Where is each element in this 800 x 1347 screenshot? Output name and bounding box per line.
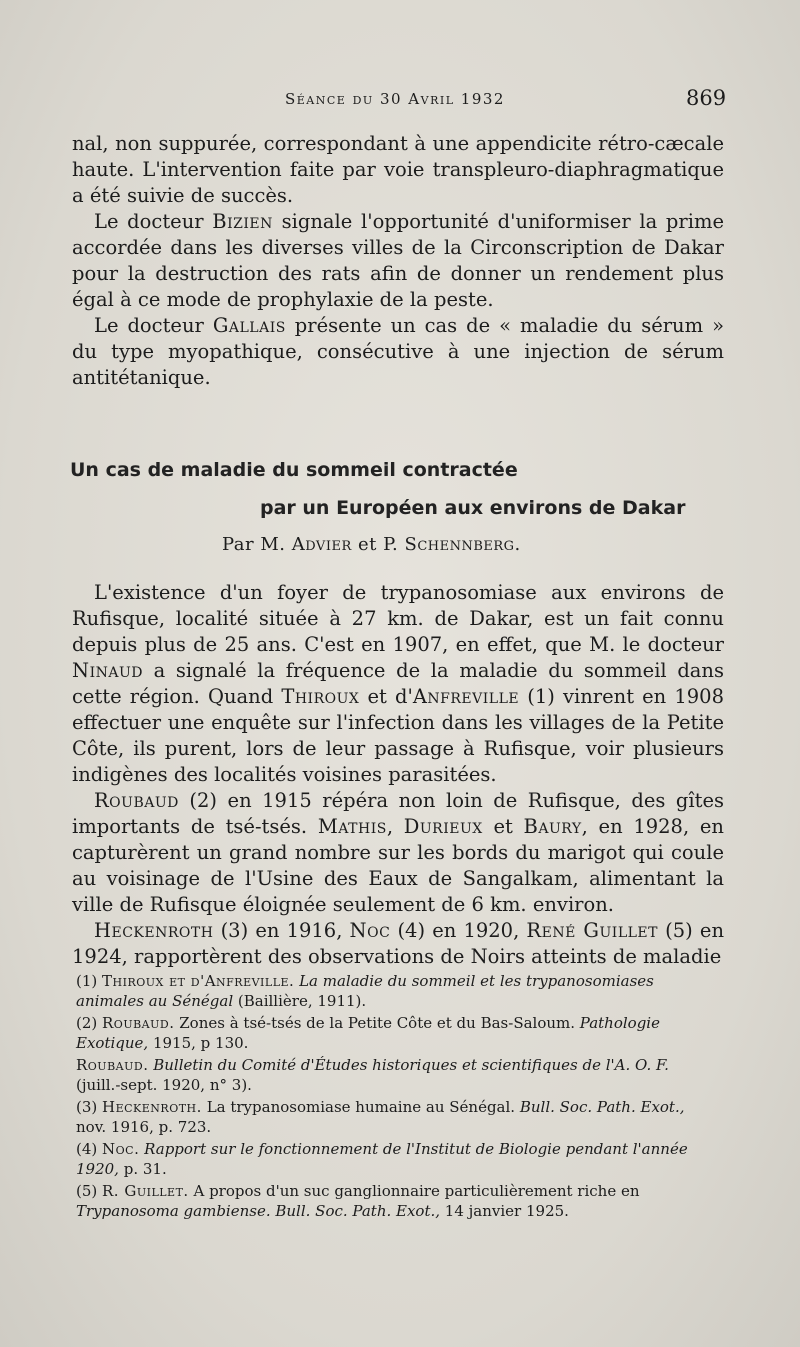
paragraph-trypanosomiase-focus: L'existence d'un foyer de trypanosomiase aux environs de Rufisque, localité située à 27 km. de Dakar, est un fait connu depuis plus de 25 ans. C'est en 1907, en effet, que M. le docteur Ninaud a signalé la fréquence de la maladie du sommeil dans cette région. Quand Thiroux et d'Anfreville (1) vinrent en 1908 effectuer une enquête sur l'infection dans les villages de la Petite Côte, ils purent, lors de leur passage à Rufisque, voir plusieurs indigènes des localités voisines parasitées. (72, 581, 724, 786)
paragraph-heckenroth: Heckenroth (3) en 1916, Noc (4) en 1920, René Guillet (5) en 1924, rapportèrent des observations de Noirs atteints de maladie (72, 919, 724, 968)
page-number: 869 (686, 86, 727, 110)
running-title: Séance du 30 Avril 1932 (285, 90, 505, 108)
author-name: Gallais (212, 314, 286, 337)
article-title-line-1: Un cas de maladie du sommeil contractée (70, 459, 518, 481)
paragraph-appendicitis: nal, non suppurée, correspondant à une appendicite rétro-cæcale haute. L'intervention faite par voie transpleuro-diaphragmatique a été suivie de succès. (72, 132, 724, 207)
paragraph-roubaud: Roubaud (2) en 1915 répéra non loin de Rufisque, des gîtes importants de tsé-tsés. Mathis, Durieux et Baury, en 1928, en capturèrent un grand nombre sur les bords du marigot qui coule au voisinage de l'Usine des Eaux de Sangalkam, alimentant la ville de Rufisque éloignée seulement de 6 km. environ. (72, 789, 724, 916)
footnote-5: (5) R. Guillet. A propos d'un suc ganglionnaire particulièrement riche en Trypanosoma gambiense. Bull. Soc. Path. Exot., 14 janvier 1925. (76, 1182, 640, 1220)
footnotes (58, 972, 708, 1224)
meeting-minutes-text (72, 131, 724, 391)
article-body (72, 580, 724, 970)
footnote-3: (3) Heckenroth. La trypanosomiase humaine au Sénégal. Bull. Soc. Path. Exot., nov. 1916, p. 723. (76, 1098, 685, 1136)
footnote-4: (4) Noc. Rapport sur le fonctionnement de l'Institut de Biologie pendant l'année 1920, p. 31. (76, 1140, 688, 1178)
footnote-2: (2) Roubaud. Zones à tsé-tsés de la Petite Côte et du Bas-Saloum. Pathologie Exotique, 1915, p 130. (76, 1014, 660, 1052)
author-name: Advier (291, 534, 352, 555)
page-header (0, 86, 800, 116)
footnote-2-continued: Roubaud. Bulletin du Comité d'Études historiques et scientifiques de l'A. O. F. (juill.-sept. 1920, n° 3). (76, 1056, 669, 1094)
article-title-line-2: par un Européen aux environs de Dakar (260, 497, 686, 519)
footnote-1: (1) Thiroux et d'Anfreville. La maladie du sommeil et les trypanosomiases animales au Sénégal (Baillière, 1911). (76, 972, 654, 1010)
article-byline: Par M. Advier et P. Schennberg. (222, 534, 521, 555)
paragraph-bizien: Le docteur Bizien signale l'opportunité d'uniformiser la prime accordée dans les diverses villes de la Circonscription de Dakar pour la destruction des rats afin de donner un rendement plus égal à ce mode de prophylaxie de la peste. (72, 210, 724, 311)
author-name: Bizien (212, 210, 273, 233)
author-name: Schennberg. (404, 534, 521, 555)
paragraph-gallais: Le docteur Gallais présente un cas de « maladie du sérum » du type myopathique, consécutive à une injection de sérum antitétanique. (72, 314, 724, 389)
